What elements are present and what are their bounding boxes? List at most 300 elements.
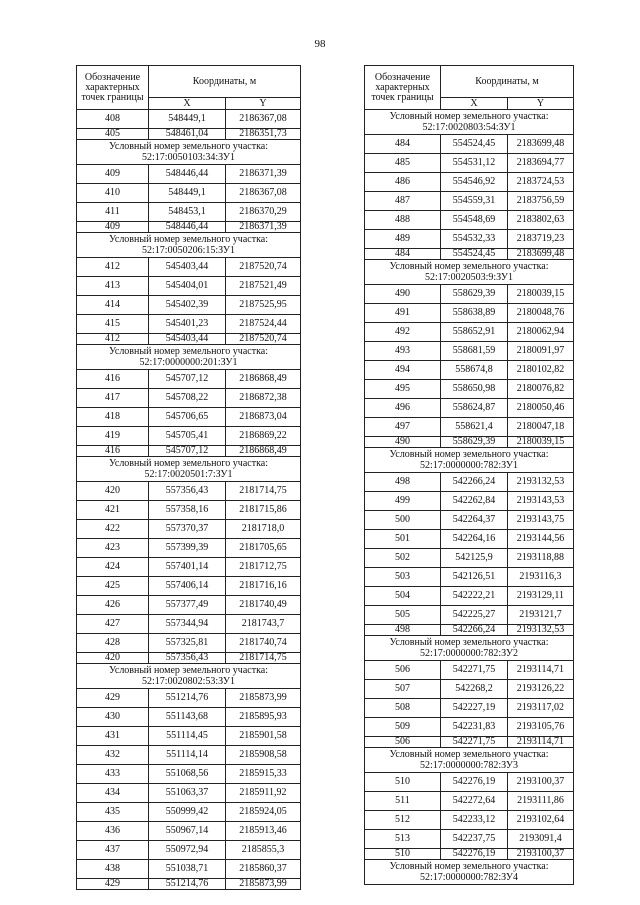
y-coordinate: 2180048,76 — [508, 304, 574, 323]
point-number: 490 — [365, 285, 441, 304]
y-coordinate: 2193116,3 — [508, 568, 574, 587]
point-number: 425 — [77, 577, 149, 596]
x-coordinate: 542272,64 — [441, 792, 508, 811]
point-number: 508 — [365, 699, 441, 718]
point-number: 506 — [365, 661, 441, 680]
y-coordinate: 2181740,49 — [226, 596, 301, 615]
y-coordinate: 2181714,75 — [226, 482, 301, 501]
point-number: 411 — [77, 203, 149, 222]
table-row — [77, 727, 301, 746]
point-number: 488 — [365, 211, 441, 230]
x-coordinate: 554531,12 — [441, 154, 508, 173]
x-coordinate: 554524,45 — [441, 249, 508, 260]
point-number: 484 — [365, 135, 441, 154]
x-coordinate: 545403,44 — [149, 334, 226, 345]
point-number: 506 — [365, 737, 441, 748]
x-coordinate: 551114,14 — [149, 746, 226, 765]
point-number: 434 — [77, 784, 149, 803]
x-coordinate: 542237,75 — [441, 830, 508, 849]
y-coordinate: 2193111,86 — [508, 792, 574, 811]
coordinates-header: Координаты, м — [441, 66, 574, 98]
table-row — [77, 277, 301, 296]
table-row — [365, 737, 574, 748]
y-coordinate: 2186370,29 — [226, 203, 301, 222]
x-coordinate: 557356,43 — [149, 482, 226, 501]
point-number: 417 — [77, 389, 149, 408]
x-coordinate: 557401,14 — [149, 558, 226, 577]
x-coordinate: 542266,24 — [441, 473, 508, 492]
x-coordinate: 548449,1 — [149, 110, 226, 129]
y-coordinate: 2185908,58 — [226, 746, 301, 765]
point-number: 512 — [365, 811, 441, 830]
point-number: 412 — [77, 334, 149, 345]
point-number: 430 — [77, 708, 149, 727]
point-number: 502 — [365, 549, 441, 568]
point-number: 498 — [365, 625, 441, 636]
y-coordinate: 2193100,37 — [508, 849, 574, 860]
y-coordinate: 2193144,56 — [508, 530, 574, 549]
x-coordinate: 542222,21 — [441, 587, 508, 606]
point-number: 412 — [77, 258, 149, 277]
point-number: 495 — [365, 380, 441, 399]
x-coordinate: 550999,42 — [149, 803, 226, 822]
y-coordinate: 2186367,08 — [226, 110, 301, 129]
table-row — [365, 680, 574, 699]
parcel-section-row — [365, 110, 574, 135]
parcel-section-row — [77, 664, 301, 689]
x-coordinate: 542271,75 — [441, 661, 508, 680]
x-coordinate: 557377,49 — [149, 596, 226, 615]
x-coordinate: 545705,41 — [149, 427, 226, 446]
x-coordinate: 550972,94 — [149, 841, 226, 860]
point-number: 432 — [77, 746, 149, 765]
table-row — [365, 530, 574, 549]
y-coordinate: 2193132,53 — [508, 625, 574, 636]
x-coordinate: 542276,19 — [441, 773, 508, 792]
y-coordinate: 2186351,73 — [226, 129, 301, 140]
point-number: 409 — [77, 222, 149, 233]
table-row — [77, 427, 301, 446]
point-number: 498 — [365, 473, 441, 492]
point-number: 510 — [365, 773, 441, 792]
y-coordinate: 2185895,93 — [226, 708, 301, 727]
table-row — [365, 511, 574, 530]
y-coordinate: 2183719,23 — [508, 230, 574, 249]
point-number: 492 — [365, 323, 441, 342]
x-coordinate: 545401,23 — [149, 315, 226, 334]
point-number: 420 — [77, 653, 149, 664]
table-row — [77, 634, 301, 653]
table-row — [365, 154, 574, 173]
y-coordinate: 2181740,74 — [226, 634, 301, 653]
table-row — [77, 334, 301, 345]
table-row — [365, 418, 574, 437]
point-number: 415 — [77, 315, 149, 334]
table-row — [77, 389, 301, 408]
x-coordinate: 542227,19 — [441, 699, 508, 718]
y-coordinate: 2186371,39 — [226, 222, 301, 233]
point-number: 497 — [365, 418, 441, 437]
parcel-number-label: Условный номер земельного участка: 52:17:0000000:782:ЗУ4 — [365, 860, 574, 885]
table-row — [365, 342, 574, 361]
y-coordinate: 2187521,49 — [226, 277, 301, 296]
x-column-header: X — [441, 98, 508, 110]
table-row — [77, 129, 301, 140]
table-row — [365, 587, 574, 606]
y-coordinate: 2181716,16 — [226, 577, 301, 596]
table-row — [365, 661, 574, 680]
y-coordinate: 2183724,53 — [508, 173, 574, 192]
y-coordinate: 2185924,05 — [226, 803, 301, 822]
y-coordinate: 2193102,64 — [508, 811, 574, 830]
x-coordinate: 545707,12 — [149, 370, 226, 389]
parcel-section-row — [77, 140, 301, 165]
point-number: 410 — [77, 184, 149, 203]
coordinates-table-right — [364, 65, 574, 885]
table-row — [365, 492, 574, 511]
table-row — [77, 784, 301, 803]
table-row — [77, 822, 301, 841]
x-coordinate: 545706,65 — [149, 408, 226, 427]
point-number: 504 — [365, 587, 441, 606]
point-number: 426 — [77, 596, 149, 615]
parcel-number-label: Условный номер земельного участка: 52:17:0000000:201:ЗУ1 — [77, 345, 301, 370]
table-row — [77, 765, 301, 784]
table-row — [365, 473, 574, 492]
x-coordinate: 554524,45 — [441, 135, 508, 154]
y-coordinate: 2187525,95 — [226, 296, 301, 315]
x-coordinate: 558674,8 — [441, 361, 508, 380]
parcel-section-row — [365, 636, 574, 661]
x-coordinate: 557356,43 — [149, 653, 226, 664]
point-number: 433 — [77, 765, 149, 784]
x-coordinate: 557406,14 — [149, 577, 226, 596]
point-number: 494 — [365, 361, 441, 380]
x-coordinate: 548461,04 — [149, 129, 226, 140]
point-number: 505 — [365, 606, 441, 625]
point-number: 437 — [77, 841, 149, 860]
y-coordinate: 2186868,49 — [226, 370, 301, 389]
table-row — [365, 135, 574, 154]
point-number: 486 — [365, 173, 441, 192]
table-header-row — [77, 66, 301, 98]
y-coordinate: 2180039,15 — [508, 285, 574, 304]
table-row — [77, 184, 301, 203]
y-coordinate: 2180091,97 — [508, 342, 574, 361]
parcel-section-row — [77, 457, 301, 482]
x-coordinate: 542264,16 — [441, 530, 508, 549]
table-row — [365, 230, 574, 249]
x-coordinate: 557344,94 — [149, 615, 226, 634]
point-number: 424 — [77, 558, 149, 577]
point-number: 429 — [77, 689, 149, 708]
x-coordinate: 545708,22 — [149, 389, 226, 408]
y-coordinate: 2183699,48 — [508, 249, 574, 260]
parcel-number-label: Условный номер земельного участка: 52:17:0000000:782:ЗУ1 — [365, 448, 574, 473]
y-coordinate: 2183694,77 — [508, 154, 574, 173]
table-row — [77, 558, 301, 577]
table-row — [77, 746, 301, 765]
table-row — [77, 860, 301, 879]
point-number: 489 — [365, 230, 441, 249]
x-coordinate: 548453,1 — [149, 203, 226, 222]
y-coordinate: 2183756,59 — [508, 192, 574, 211]
table-row — [365, 192, 574, 211]
point-number: 490 — [365, 437, 441, 448]
x-coordinate: 542225,27 — [441, 606, 508, 625]
table-row — [365, 830, 574, 849]
x-coordinate: 542231,83 — [441, 718, 508, 737]
x-coordinate: 545404,01 — [149, 277, 226, 296]
table-row — [77, 258, 301, 277]
table-row — [365, 773, 574, 792]
page-number: 98 — [314, 38, 326, 50]
table-row — [365, 718, 574, 737]
point-number: 416 — [77, 446, 149, 457]
x-coordinate: 551214,76 — [149, 879, 226, 890]
parcel-section-row — [365, 860, 574, 885]
y-coordinate: 2186873,04 — [226, 408, 301, 427]
y-column-header: Y — [508, 98, 574, 110]
parcel-section-row — [77, 345, 301, 370]
y-coordinate: 2181718,0 — [226, 520, 301, 539]
table-row — [77, 296, 301, 315]
y-coordinate: 2193121,7 — [508, 606, 574, 625]
y-coordinate: 2186869,22 — [226, 427, 301, 446]
point-number: 413 — [77, 277, 149, 296]
x-coordinate: 548446,44 — [149, 165, 226, 184]
point-number: 408 — [77, 110, 149, 129]
parcel-number-label: Условный номер земельного участка: 52:17:0020802:53:ЗУ1 — [77, 664, 301, 689]
point-number: 484 — [365, 249, 441, 260]
x-coordinate: 542233,12 — [441, 811, 508, 830]
y-coordinate: 2180062,94 — [508, 323, 574, 342]
table-row — [365, 211, 574, 230]
coordinates-table-left — [76, 65, 301, 890]
x-coordinate: 551114,45 — [149, 727, 226, 746]
table-row — [77, 689, 301, 708]
y-coordinate: 2183802,63 — [508, 211, 574, 230]
y-coordinate: 2187520,74 — [226, 334, 301, 345]
point-number: 501 — [365, 530, 441, 549]
x-coordinate: 558681,59 — [441, 342, 508, 361]
x-coordinate: 557399,39 — [149, 539, 226, 558]
table-row — [77, 841, 301, 860]
x-coordinate: 551214,76 — [149, 689, 226, 708]
y-coordinate: 2181714,75 — [226, 653, 301, 664]
point-number: 422 — [77, 520, 149, 539]
point-number: 500 — [365, 511, 441, 530]
y-coordinate: 2180102,82 — [508, 361, 574, 380]
table-row — [77, 165, 301, 184]
x-coordinate: 554559,31 — [441, 192, 508, 211]
table-row — [77, 520, 301, 539]
y-coordinate: 2186868,49 — [226, 446, 301, 457]
point-number: 428 — [77, 634, 149, 653]
table-row — [77, 577, 301, 596]
point-number: 419 — [77, 427, 149, 446]
x-column-header: X — [149, 98, 226, 110]
point-number: 431 — [77, 727, 149, 746]
y-coordinate: 2185855,3 — [226, 841, 301, 860]
point-number: 409 — [77, 165, 149, 184]
table-row — [365, 792, 574, 811]
x-coordinate: 542125,9 — [441, 549, 508, 568]
parcel-number-label: Условный номер земельного участка: 52:17:0050206:15:ЗУ1 — [77, 233, 301, 258]
table-row — [365, 625, 574, 636]
y-coordinate: 2193118,88 — [508, 549, 574, 568]
y-coordinate: 2193129,11 — [508, 587, 574, 606]
x-coordinate: 551143,68 — [149, 708, 226, 727]
table-row — [77, 653, 301, 664]
point-number: 438 — [77, 860, 149, 879]
parcel-number-label: Условный номер земельного участка: 52:17:0000000:782:ЗУ3 — [365, 748, 574, 773]
parcel-section-row — [365, 748, 574, 773]
x-coordinate: 542126,51 — [441, 568, 508, 587]
y-coordinate: 2180050,46 — [508, 399, 574, 418]
table-row — [77, 708, 301, 727]
point-number: 503 — [365, 568, 441, 587]
y-coordinate: 2181712,75 — [226, 558, 301, 577]
y-coordinate: 2187524,44 — [226, 315, 301, 334]
y-coordinate: 2193132,53 — [508, 473, 574, 492]
x-coordinate: 551068,56 — [149, 765, 226, 784]
y-column-header: Y — [226, 98, 301, 110]
x-coordinate: 554546,92 — [441, 173, 508, 192]
x-coordinate: 545403,44 — [149, 258, 226, 277]
parcel-number-label: Условный номер земельного участка: 52:17:0020503:9:ЗУ1 — [365, 260, 574, 285]
y-coordinate: 2185860,37 — [226, 860, 301, 879]
y-coordinate: 2193143,75 — [508, 511, 574, 530]
point-number: 427 — [77, 615, 149, 634]
y-coordinate: 2180039,15 — [508, 437, 574, 448]
x-coordinate: 548449,1 — [149, 184, 226, 203]
x-coordinate: 542271,75 — [441, 737, 508, 748]
coordinates-header: Координаты, м — [149, 66, 301, 98]
x-coordinate: 558638,89 — [441, 304, 508, 323]
point-number: 405 — [77, 129, 149, 140]
parcel-number-label: Условный номер земельного участка: 52:17:0000000:782:ЗУ2 — [365, 636, 574, 661]
table-row — [365, 568, 574, 587]
point-number: 499 — [365, 492, 441, 511]
x-coordinate: 542262,84 — [441, 492, 508, 511]
parcel-section-row — [365, 448, 574, 473]
x-coordinate: 551038,71 — [149, 860, 226, 879]
point-number: 429 — [77, 879, 149, 890]
table-row — [77, 446, 301, 457]
table-row — [365, 606, 574, 625]
y-coordinate: 2185911,92 — [226, 784, 301, 803]
table-row — [77, 482, 301, 501]
point-number: 423 — [77, 539, 149, 558]
table-row — [77, 203, 301, 222]
table-row — [77, 501, 301, 520]
x-coordinate: 558629,39 — [441, 437, 508, 448]
x-coordinate: 558652,91 — [441, 323, 508, 342]
table-row — [365, 849, 574, 860]
point-number: 485 — [365, 154, 441, 173]
x-coordinate: 554548,69 — [441, 211, 508, 230]
x-coordinate: 542264,37 — [441, 511, 508, 530]
point-number: 487 — [365, 192, 441, 211]
x-coordinate: 554532,33 — [441, 230, 508, 249]
table-row — [77, 539, 301, 558]
y-coordinate: 2185901,58 — [226, 727, 301, 746]
x-coordinate: 545707,12 — [149, 446, 226, 457]
table-row — [365, 380, 574, 399]
point-number: 414 — [77, 296, 149, 315]
table-row — [77, 879, 301, 890]
y-coordinate: 2186367,08 — [226, 184, 301, 203]
y-coordinate: 2185873,99 — [226, 879, 301, 890]
x-coordinate: 545402,39 — [149, 296, 226, 315]
x-coordinate: 558650,98 — [441, 380, 508, 399]
point-number: 435 — [77, 803, 149, 822]
table-row — [365, 323, 574, 342]
x-coordinate: 551063,37 — [149, 784, 226, 803]
y-coordinate: 2181743,7 — [226, 615, 301, 634]
parcel-section-row — [77, 233, 301, 258]
table-row — [365, 173, 574, 192]
table-header-row — [365, 66, 574, 98]
y-coordinate: 2193114,71 — [508, 661, 574, 680]
point-column-header: Обозначение характерных точек границы — [77, 66, 149, 110]
x-coordinate: 550967,14 — [149, 822, 226, 841]
x-coordinate: 558624,87 — [441, 399, 508, 418]
x-coordinate: 558629,39 — [441, 285, 508, 304]
parcel-section-row — [365, 260, 574, 285]
y-coordinate: 2183699,48 — [508, 135, 574, 154]
x-coordinate: 557358,16 — [149, 501, 226, 520]
point-number: 509 — [365, 718, 441, 737]
point-number: 513 — [365, 830, 441, 849]
x-coordinate: 542266,24 — [441, 625, 508, 636]
y-coordinate: 2193105,76 — [508, 718, 574, 737]
y-coordinate: 2180076,82 — [508, 380, 574, 399]
table-row — [77, 222, 301, 233]
x-coordinate: 542268,2 — [441, 680, 508, 699]
table-row — [77, 110, 301, 129]
table-row — [365, 811, 574, 830]
table-row — [365, 304, 574, 323]
y-coordinate: 2187520,74 — [226, 258, 301, 277]
parcel-number-label: Условный номер земельного участка: 52:17:0020501:7:ЗУ1 — [77, 457, 301, 482]
point-number: 416 — [77, 370, 149, 389]
y-coordinate: 2185913,46 — [226, 822, 301, 841]
y-coordinate: 2181705,65 — [226, 539, 301, 558]
y-coordinate: 2185873,99 — [226, 689, 301, 708]
x-coordinate: 558621,4 — [441, 418, 508, 437]
x-coordinate: 557370,37 — [149, 520, 226, 539]
table-row — [365, 699, 574, 718]
table-row — [365, 249, 574, 260]
x-coordinate: 548446,44 — [149, 222, 226, 233]
table-row — [365, 361, 574, 380]
y-coordinate: 2193100,37 — [508, 773, 574, 792]
y-coordinate: 2185915,33 — [226, 765, 301, 784]
point-number: 421 — [77, 501, 149, 520]
point-number: 418 — [77, 408, 149, 427]
y-coordinate: 2181715,86 — [226, 501, 301, 520]
table-row — [365, 399, 574, 418]
table-row — [77, 596, 301, 615]
y-coordinate: 2193117,02 — [508, 699, 574, 718]
x-coordinate: 557325,81 — [149, 634, 226, 653]
y-coordinate: 2193126,22 — [508, 680, 574, 699]
table-row — [77, 803, 301, 822]
table-row — [77, 370, 301, 389]
point-number: 493 — [365, 342, 441, 361]
